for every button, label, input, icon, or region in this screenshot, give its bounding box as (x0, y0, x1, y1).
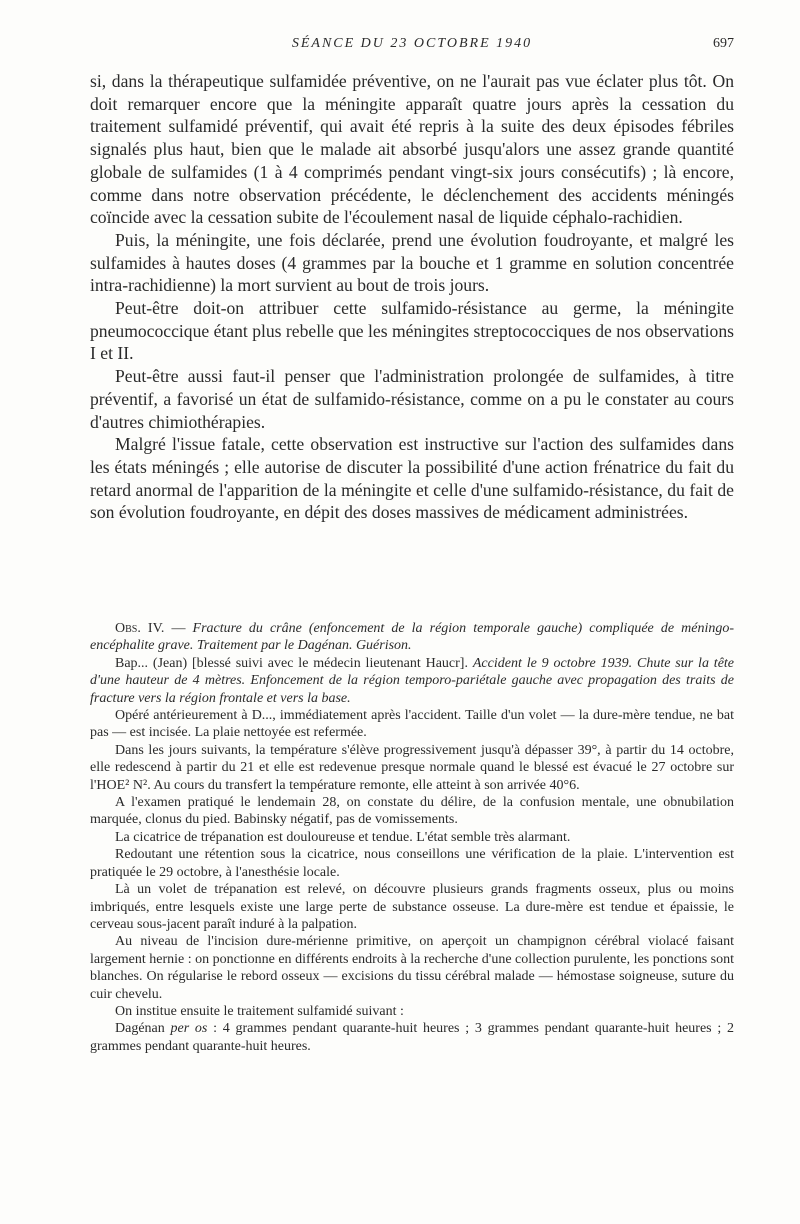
route-text: per os (170, 1021, 208, 1037)
running-title: SÉANCE DU 23 OCTOBRE 1940 (291, 36, 533, 51)
observation-dash: — (164, 621, 193, 636)
observation-paragraph: Dans les jours suivants, la température s'élève progressivement jusqu'à dépasser 39°, à partir du 14 octobre, elle redescend à partir du 21 et elle est redevenue presque normale quand le blessé est évacué le 27 octobre sur l'HOE² N². Au cours du transfert la température remonte, elle atteint à son arrivée 40°6. (90, 742, 734, 793)
observation-label: Obs. IV. (115, 621, 165, 636)
observation-paragraph: Là un volet de trépanation est relevé, on découvre plusieurs grands fragments osseux, plus ou moins imbriqués, entre lesquels existe une large perte de substance osseuse. La dure-mère est tendue et épaissie, le cerveau sous-jacent paraît induré à la palpation. (90, 882, 734, 932)
observation-paragraph: Au niveau de l'incision dure-mérienne primitive, on aperçoit un champignon cérébral violacé faisant largement hernie : on ponctionne en différents endroits à la recherche d'une collection purulente, les ponctions sont blanches. On régularise le rebord osseux — excisions du tissu cérébral malade — hémostase soigneuse, suture du cuir chevelu. (90, 934, 734, 1002)
accident-text: Accident le 9 octobre 1939. Chute sur la tête d'une hauteur de 4 mètres. Enfoncement de la région temporo-pariétale gauche avec propagation des traits de fracture vers la région frontale et vers la base. (90, 655, 735, 706)
paragraph: Malgré l'issue fatale, cette observation est instructive sur l'action des sulfamides dans les états méningés ; elle autorise de discuter la possibilité d'une action frénatrice du fait du retard anormal de l'apparition de la méningite et celle d'une sulfamido-résistance, du fait de son évolution foudroyante, en dépit des doses massives de médicament administrées. (90, 434, 734, 523)
observation-heading (90, 620, 734, 655)
paragraph: Puis, la méningite, une fois déclarée, prend une évolution foudroyante, et malgré les sulfamides à hautes doses (4 grammes par la bouche et 1 gramme en solution concentrée intra-rachidienne) la mort survient au bout de trois jours. (90, 229, 734, 296)
observation-paragraph: Redoutant une rétention sous la cicatrice, nous conseillons une vérification de la plaie. L'intervention est pratiquée le 29 octobre, à l'anesthésie locale. (90, 847, 734, 880)
main-text (90, 70, 734, 524)
observation-paragraph: A l'examen pratiqué le lendemain 28, on constate du délire, de la confusion mentale, une obnubilation marquée, clonus du pied. Babinsky négatif, pas de vomissements. (90, 795, 734, 828)
paragraph: Peut-être doit-on attribuer cette sulfamido-résistance au germe, la méningite pneumococcique étant plus rebelle que les méningites streptococciques de nos observations I et II. (90, 298, 734, 364)
running-header (90, 36, 734, 56)
observation-title: Fracture du crâne (enfoncement de la région temporale gauche) compliquée de méningo-encéphalite grave. Traitement par le Dagénan. Guérison. (90, 621, 735, 654)
patient-text: Bap... (Jean) [blessé suivi avec le médecin lieutenant Haucr]. (115, 655, 468, 671)
paragraph: si, dans la thérapeutique sulfamidée préventive, on ne l'aurait pas vue éclater plus tôt. On doit remarquer encore que la méningite apparaît quatre jours après la cessation du traitement sulfamidé préventif, qui avait été repris à la suite des deux épisodes fébriles signalés plus haut, bien que le malade ait absorbé jusqu'alors une assez grande quantité globale de sulfamides (1 à 4 comprimés pendant vingt-six jours consécutifs) ; là encore, comme dans notre observation précédente, le déclenchement des accidents méningés coïncide avec la cessation subite de l'écoulement nasal de liquide céphalo-rachidien. (90, 71, 734, 228)
dosage-paragraph (90, 1020, 734, 1055)
observation-paragraph: La cicatrice de trépanation est douloureuse et tendue. L'état semble très alarmant. (115, 829, 571, 845)
page-number: 697 (713, 36, 734, 51)
dosage-text: : 4 grammes pendant quarante-huit heures ; 3 grammes pendant quarante-huit heures ; 2 grammes pendant quarante-huit heures. (90, 1021, 734, 1054)
paragraph: Peut-être aussi faut-il penser que l'administration prolongée de sulfamides, à titre préventif, a favorisé un état de sulfamido-résistance, comme on a pu le constater au cours d'autres chimiothérapies. (90, 366, 734, 432)
observation-paragraph: On institue ensuite le traitement sulfamidé suivant : (115, 1003, 404, 1019)
observation-patient (90, 655, 734, 707)
drug-name: Dagénan (115, 1021, 165, 1037)
observation-block (90, 620, 734, 1055)
observation-paragraph: Opéré antérieurement à D..., immédiatement après l'accident. Taille d'un volet — la dure-mère tendue, ne bat pas — est incisée. La plaie nettoyée est refermée. (90, 708, 734, 741)
